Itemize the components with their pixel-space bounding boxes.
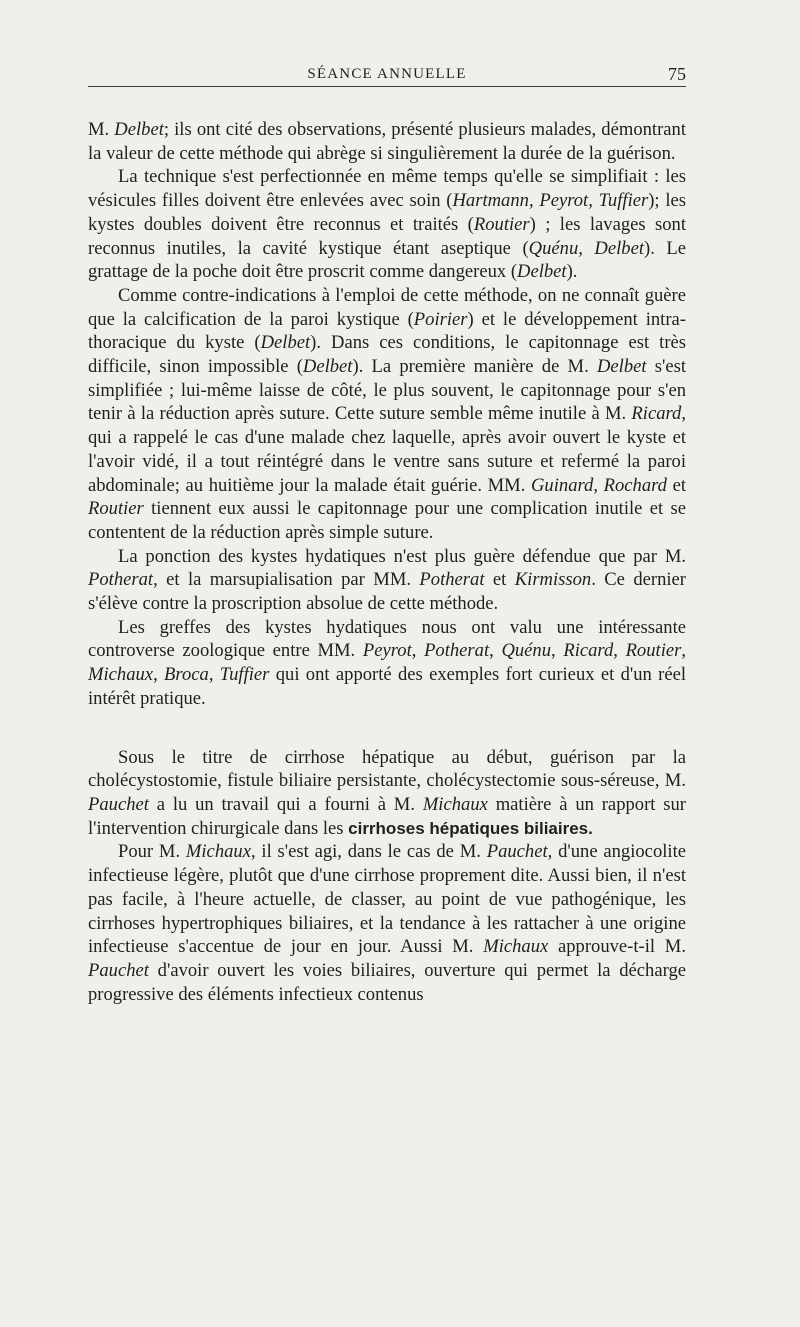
italic-name: Delbet [517, 261, 567, 283]
italic-name: Ricard [631, 403, 682, 425]
text-run: Les greffes des kystes hydatiques nous ont valu une intéressante controverse zoologique entre MM. [88, 616, 686, 662]
italic-name: Ricard [563, 640, 614, 662]
paragraph [88, 616, 686, 711]
italic-name: Delbet [260, 332, 311, 354]
italic-name: Pauchet [88, 793, 149, 815]
italic-name: Potherat [424, 640, 490, 662]
paragraph [88, 840, 686, 1006]
section-break [88, 711, 686, 746]
text-run: ; ils ont cité des observations, présenté plusieurs malades, démontrant la valeur de cette méthode qui abrège si singulièrement la durée de la guérison. [88, 119, 686, 164]
italic-name: Michaux [88, 664, 154, 686]
italic-name: Kirmisson [514, 569, 592, 591]
text-run: , il s'est agi, dans le cas de M. [250, 841, 487, 863]
italic-name: Broca [164, 664, 209, 686]
text-run: , [153, 664, 165, 686]
paragraph [88, 118, 686, 165]
text-run: ). Le grattage de la poche doit être proscrit comme dangereux ( [88, 237, 686, 283]
italic-name: Routier [88, 498, 144, 520]
italic-name: Pauchet [88, 959, 149, 981]
text-run: et [666, 474, 687, 496]
text-run: , [411, 640, 425, 662]
text-run: La ponction des kystes hydatiques n'est plus guère défendue que par M. [118, 545, 686, 567]
text-run: ). [566, 261, 578, 283]
text-run: , [551, 640, 564, 662]
text-run: , et la marsupialisation par MM. [153, 569, 420, 591]
running-header [88, 62, 686, 87]
text-run: matière à un rapport sur l'intervention chirurgicale dans les [88, 793, 686, 839]
italic-name: Pauchet [486, 841, 548, 863]
paragraph [88, 165, 686, 284]
italic-name: Delbet [596, 356, 647, 378]
text-run: s'est simplifiée ; lui-même laisse de côté, le plus souvent, le capitonnage pour s'en tenir à la réduction après suture. Cette suture semble même inutile à M. [88, 356, 686, 425]
body-text [88, 118, 686, 1006]
page-number: 75 [668, 64, 686, 84]
italic-name: Michaux [422, 793, 488, 815]
italic-name: Tuffier [219, 664, 270, 686]
text-run: , [593, 474, 604, 496]
italic-name: Delbet [302, 356, 353, 378]
text-run: ) ; les lavages sont reconnus inutiles, la cavité kystique étant aseptique ( [88, 213, 686, 259]
text-run: qui ont apporté des exemples fort curieux et d'un réel intérêt pratique. [88, 664, 687, 709]
italic-name: Routier [625, 640, 682, 662]
bold-phrase: cirrhoses hépatiques biliaires. [348, 818, 593, 838]
italic-name: Guinard [531, 474, 594, 496]
italic-name: Peyrot [362, 640, 412, 662]
text-run: , [613, 640, 626, 662]
italic-name: Michaux [185, 841, 251, 863]
text-run: . Ce dernier s'élève contre la proscription absolue de cette méthode. [88, 569, 687, 615]
text-run: M. [88, 119, 115, 140]
text-run: , [208, 664, 220, 686]
italic-name: Hartmann, Peyrot, Tuffier [452, 190, 649, 212]
italic-name: Potherat [88, 569, 154, 591]
italic-name: Potherat [419, 569, 485, 591]
italic-name: Quénu [501, 640, 552, 662]
text-run: ); les kystes doubles doivent être reconnus et traités ( [88, 190, 686, 235]
text-run: d'avoir ouvert les voies biliaires, ouverture qui permet la décharge progressive des éléments infectieux contenus [88, 959, 686, 1005]
text-run: , [681, 640, 687, 662]
paragraph [88, 545, 686, 616]
italic-name: Routier [473, 213, 530, 235]
text-run: tiennent eux aussi le capitonnage pour une complication inutile et se contentent de la réduction après simple suture. [88, 498, 686, 543]
text-run: ). Dans ces conditions, le capitonnage est très difficile, sinon impossible ( [88, 332, 687, 378]
text-run: Comme contre-indications à l'emploi de cette méthode, on ne connaît guère que la calcification de la paroi kystique ( [88, 284, 686, 330]
text-run: Pour M. [118, 841, 186, 863]
text-run: ). La première manière de M. [352, 356, 597, 378]
text-run: La technique s'est perfectionnée en même temps qu'elle se simplifiait : les vésicules filles doivent être enlevées avec soin ( [88, 166, 686, 212]
text-run: approuve-t-il M. [548, 936, 686, 958]
italic-name: Rochard [603, 474, 667, 496]
paragraph [88, 746, 686, 841]
running-title: SÉANCE ANNUELLE [307, 66, 467, 82]
text-run: , d'une angiocolite infectieuse légère, plutôt que d'une cirrhose proprement dite. Aussi bien, il n'est pas facile, à l'heure actuelle, de classer, au point de vue pathogénique, les cirrhoses hypertrophiques biliaires, et la tendance à les rattacher à une origine infectieuse s'accentue de jour en jour. Aussi M. [88, 841, 686, 958]
text-run: , qui a rappelé le cas d'une malade chez laquelle, après avoir ouvert le kyste et l'avoir vidé, il a tout réintégré dans le ventre sans suture et refermé la paroi abdominale; au huitième jour la malade était guérie. MM. [88, 403, 686, 496]
paragraph [88, 284, 686, 545]
text-run: Sous le titre de cirrhose hépatique au début, guérison par la cholécystostomie, fistule biliaire persistante, cholécystectomie sous-séreuse, M. [88, 746, 686, 792]
text-run: et [484, 569, 515, 591]
text-run: ) et le développement intra-thoracique du kyste ( [88, 308, 686, 354]
italic-name: Poirier [413, 308, 468, 330]
italic-name: Quénu, Delbet [528, 237, 644, 259]
italic-name: Michaux [483, 936, 549, 958]
text-run: a lu un travail qui a fourni à M. [148, 793, 423, 815]
italic-name: Delbet [114, 119, 164, 140]
text-run: , [489, 640, 502, 662]
